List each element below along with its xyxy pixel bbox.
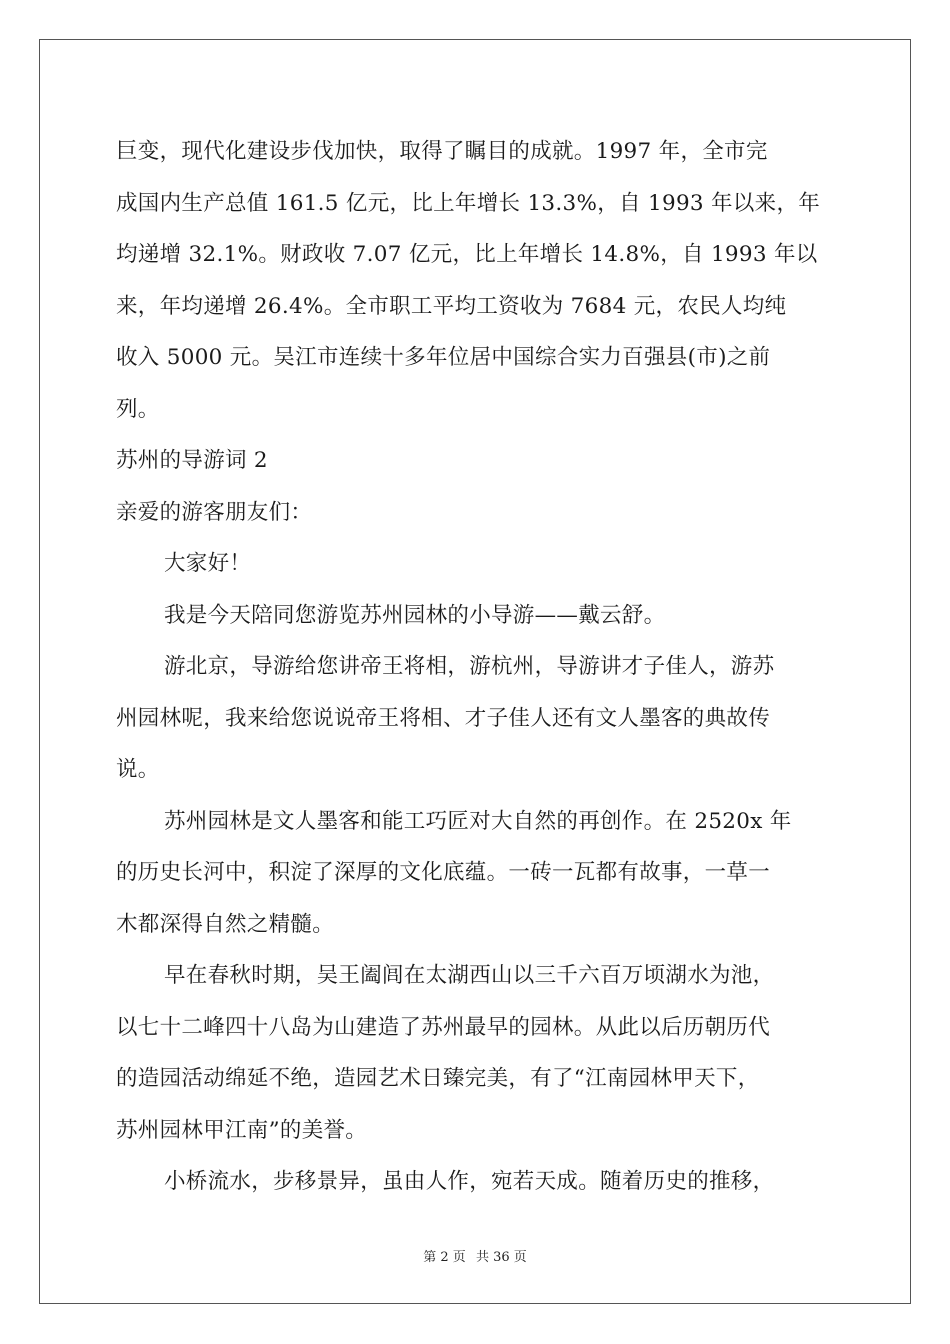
text-line: 小桥流水，步移景异，虽由人作，宛若天成。随着历史的推移， [164, 1169, 775, 1194]
text-line: 游北京，导游给您讲帝王将相，游杭州，导游讲才子佳人，游苏 [164, 654, 775, 679]
text-line: 早在春秋时期，吴王阖闾在太湖西山以三千六百万顷湖水为池， [164, 963, 775, 988]
text-line: 苏州的导游词 2 [116, 448, 268, 473]
text-line: 州园林呢，我来给您说说帝王将相、才子佳人还有文人墨客的典故传 [116, 705, 771, 731]
text-line: 以七十二峰四十八岛为山建造了苏州最早的园林。从此以后历朝历代 [116, 1014, 771, 1040]
text-line: 的历史长河中，积淀了深厚的文化底蕴。一砖一瓦都有故事，一草一 [116, 860, 771, 885]
text-line: 成国内生产总值 161.5 亿元，比上年增长 13.3%，自 1993 年以来，年 [116, 190, 821, 216]
text-line: 大家好！ [164, 551, 252, 576]
text-line: 苏州园林甲江南”的美誉。 [116, 1117, 368, 1143]
text-line: 均递增 32.1%。财政收 7.07 亿元，比上年增长 14.8%，自 1993 年以 [116, 242, 818, 267]
text-line: 木都深得自然之精髓。 [116, 911, 335, 937]
text-line: 我是今天陪同您游览苏州园林的小导游——戴云舒。 [164, 602, 666, 628]
document-body [116, 126, 836, 1208]
text-line: 亲爱的游客朋友们： [116, 499, 313, 525]
total-pages: 共 36 页 [475, 1250, 527, 1265]
text-line: 苏州园林是文人墨客和能工巧匠对大自然的再创作。在 2520x 年 [164, 808, 792, 834]
page-number: 第 2 页 [423, 1250, 466, 1265]
text-line: 收入 5000 元。吴江市连续十多年位居中国综合实力百强县(市)之前 [116, 345, 771, 370]
text-line: 列。 [116, 396, 160, 422]
text-line: 来，年均递增 26.4%。全市职工平均工资收为 7684 元，农民人均纯 [116, 293, 787, 319]
text-line: 说。 [116, 757, 160, 782]
page-footer [0, 1246, 950, 1265]
text-line: 巨变，现代化建设步伐加快，取得了瞩目的成就。1997 年，全市完 [116, 139, 768, 164]
text-line: 的造园活动绵延不绝，造园艺术日臻完美，有了“江南园林甲天下， [116, 1066, 760, 1091]
